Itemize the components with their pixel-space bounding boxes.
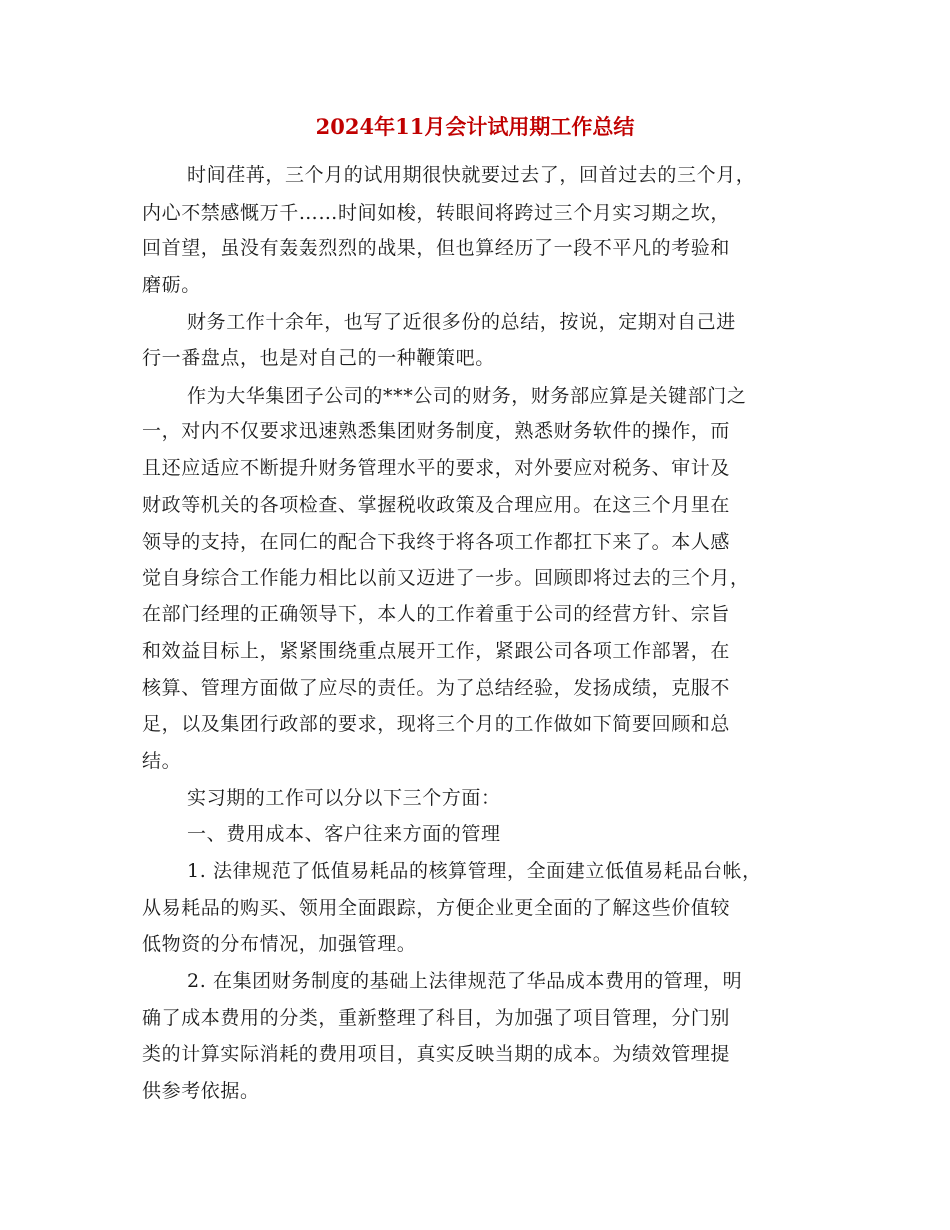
body-line-4: 磨砺。 [142, 274, 201, 296]
section-heading-1: 一、费用成本、客户往来方面的管理 [187, 823, 501, 845]
body-line-23: 2. 在集团财务制度的基础上法律规范了华品成本费用的管理，明 [187, 970, 743, 992]
body-line-6: 行一番盘点，也是对自己的一种鞭策吧。 [142, 347, 495, 369]
body-line-5: 财务工作十余年，也写了近很多份的总结，按说，定期对自己进 [187, 311, 736, 333]
body-line-2: 内心不禁感慨万千……时间如梭，转眼间将跨过三个月实习期之坎， [142, 202, 731, 224]
body-line-14: 和效益目标上，紧紧围绕重点展开工作，紧跟公司各项工作部署，在 [142, 640, 731, 662]
body-line-10: 财政等机关的各项检查、掌握税收政策及合理应用。在这三个月里在 [142, 494, 731, 516]
body-line-3: 回首望，虽没有轰轰烈烈的战果，但也算经历了一段不平凡的考验和 [142, 237, 731, 259]
body-line-8: 一，对内不仅要求迅速熟悉集团财务制度，熟悉财务软件的操作，而 [142, 420, 731, 442]
document-title: 2024年11月会计试用期工作总结 [315, 114, 635, 139]
body-line-9: 且还应适应不断提升财务管理水平的要求，对外要应对税务、审计及 [142, 457, 731, 479]
body-line-20: 1. 法律规范了低值易耗品的核算管理，全面建立低值易耗品台帐， [187, 860, 762, 882]
body-line-17: 结。 [142, 750, 182, 772]
body-line-16: 足，以及集团行政部的要求，现将三个月的工作做如下简要回顾和总 [142, 713, 731, 735]
body-line-24: 确了成本费用的分类，重新整理了科目，为加强了项目管理，分门别 [142, 1007, 731, 1029]
body-line-26: 供参考依据。 [142, 1080, 260, 1102]
body-line-15: 核算、管理方面做了应尽的责任。为了总结经验，发扬成绩，克服不 [142, 677, 731, 699]
body-line-22: 低物资的分布情况，加强管理。 [142, 933, 417, 955]
body-line-7: 作为大华集团子公司的***公司的财务，财务部应算是关键部门之 [187, 385, 747, 407]
body-line-18: 实习期的工作可以分以下三个方面： [187, 787, 501, 809]
body-line-25: 类的计算实际消耗的费用项目，真实反映当期的成本。为绩效管理提 [142, 1043, 731, 1065]
body-line-12: 觉自身综合工作能力相比以前又迈进了一步。回顾即将过去的三个月， [142, 567, 750, 589]
body-line-21: 从易耗品的购买、领用全面跟踪，方便企业更全面的了解这些价值较 [142, 897, 731, 919]
body-line-1: 时间荏苒，三个月的试用期很快就要过去了，回首过去的三个月， [187, 164, 756, 186]
body-line-11: 领导的支持，在同仁的配合下我终于将各项工作都扛下来了。本人感 [142, 531, 731, 553]
body-line-13: 在部门经理的正确领导下，本人的工作着重于公司的经营方针、宗旨 [142, 603, 731, 625]
